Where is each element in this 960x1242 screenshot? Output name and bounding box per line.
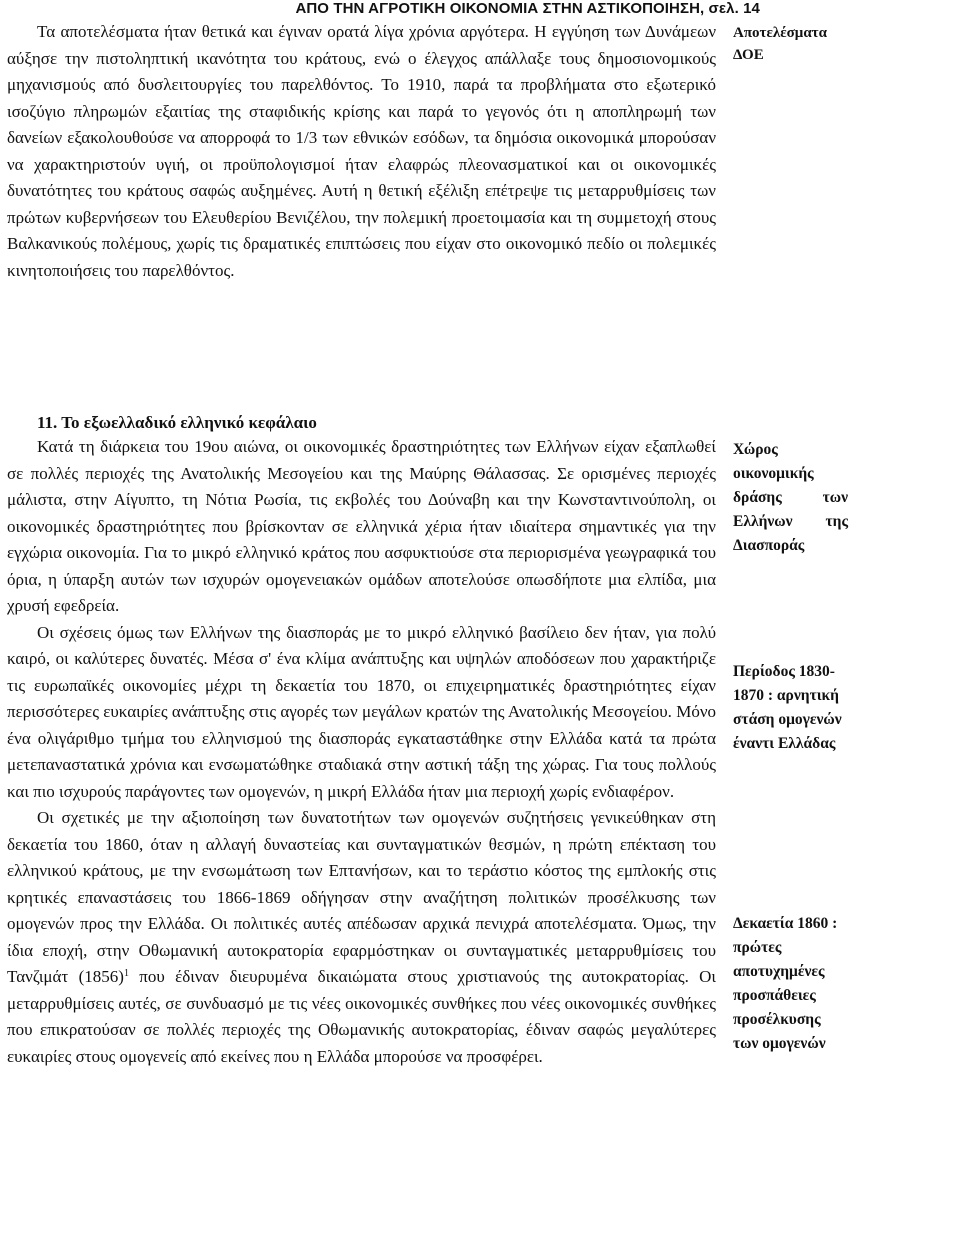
paragraph: Τα αποτελέσματα ήταν θετικά και έγιναν ορατά λίγα χρόνια αργότερα. Η εγγύηση των Δυνάμεων αύξησε την πιστοληπτική ικανότητα του κράτους, ενώ ο έλεγχος απάλλαξε τους δημοσιονομικούς μηχανισμούς από δυσλειτουργίες του παρελθόντος. Το 1910, παρά τα προβλήματα στο εξωτερικό ισοζύγιο πληρωμών εξαιτίας της σταφιδικής κρίσης και παρά το γεγονός ότι η αποπληρωμή των δανείων εξακολουθούσε να απορροφά το 1/3 των εθνικών εσόδων, τα δημόσια οικονομικά μπορούσαν να χαρακτηριστούν υγιή, οι προϋπολογισμοί ήταν ελαφρώς πλεονασματικοί και οι οικονομικές δυνατότητες του κράτους σαφώς αυξημένες. Αυτή η θετική εξέλιξη επέτρεψε τις μεταρρυθμίσεις των πρώτων κυβερνήσεων του Ελευθερίου Βενιζέλου, την πολεμική προετοιμασία και τη συμμετοχή στους Βαλκανικούς πολέμους, χωρίς τις δραματικές επιπτώσεις που είχαν στο οικονομικό πεδίο οι πολεμικές κινητοποιήσεις του παρελθόντος. [7,22,716,280]
paragraph-text: που έδιναν διευρυμένα δικαιώματα στους χριστιανούς της αυτοκρατορίας. Οι μεταρρυθμίσεις αυτές, σε συνδυασμό με τις νέες οικονομικές συνθήκες που νέες οικονομικές συνθήκες που επικρατούσαν σε πολλές περιοχές της Οθωμανικής αυτοκρατορίας, έδιναν σαφώς μεγαλύτερες ευκαιρίες στους ομογενείς από εκείνες που η Ελλάδα μπορούσε να προσφέρει. [7,967,717,1066]
text-block-section-11 [7,434,716,1070]
paragraph: Κατά τη διάρκεια του 19ου αιώνα, οι οικονομικές δραστηριότητες των Ελλήνων είχαν εξαπλωθεί σε πολλές περιοχές της Ανατολικής Μεσογείου και της Μαύρης Θάλασσας. Σε ορισμένες περιοχές μάλιστα, στην Αίγυπτο, τη Νότια Ρωσία, τις εκβολές του Δούναβη και την Κωνσταντινούπολη, οι οικονομικές δραστηριότητες που βρίσκονταν σε ελληνικά χέρια ήταν ιδιαίτερα σημαντικές για την εγχώρια οικονομία. Για το μικρό ελληνικό κράτος που ασφυκτιούσε στα περιορισμένα γεωγραφικά του όρια, η ύπαρξη αυτών των ισχυρών ομογενειακών ομάδων αποτελούσε οπωσδήποτε μια ελπίδα, μια χρυσή εφεδρεία. [7,437,716,615]
margin-note: Αποτελέσματα ΔΟΕ [733,25,827,63]
paragraph-text: Οι σχετικές με την αξιοποίηση των δυνατοτήτων των ομογενών συζητήσεις γενικεύθηκαν στη δεκαετία του 1860, όταν η αλλαγή δυναστείας και συνταγματικών θεσμών, η πρώτη επέκταση του ελληνικού κράτους, με την ενσωμάτωση των Επτανήσων, και το τεράστιο κόστος της εμπλοκής στις κρητικές επαναστάσεις του 1866-1869 οδήγησαν στην αναζήτηση πολιτικών προσέλκυσης των ομογενών προς την Ελλάδα. Οι πολιτικές αυτές απέδωσαν αρχικά πενιχρά αποτελέσματα. Όμως, την ίδια εποχή, στην Οθωμανική αυτοκρατορία εφαρμόστηκαν οι συνταγματικές μεταρρυθμίσεις του Τανζιμάτ (1856) [7,808,716,986]
margin-note: Δεκαετία 1860 : πρώτες αποτυχημένες προσπάθειες προσέλκυσης των ομογενών [733,915,838,1052]
margin-note: Χώρος οικονομικής δράσης των Ελλήνων της Διασποράς [733,441,848,554]
text-block-previous-section [7,19,716,284]
paragraph [7,805,716,1070]
section-heading: 11. Το εξωελλαδικό ελληνικό κεφάλαιο [37,413,317,432]
running-header: ΑΠΟ ΤΗΝ ΑΓΡΟΤΙΚΗ ΟΙΚΟΝΟΜΙΑ ΣΤΗΝ ΑΣΤΙΚΟΠΟΙΗΣΗ, σελ. 14 [295,0,760,17]
margin-note: Περίοδος 1830-1870 : αρνητική στάση ομογενών έναντι Ελλάδας [733,663,842,752]
paragraph: Οι σχέσεις όμως των Ελλήνων της διασποράς με το μικρό ελληνικό βασίλειο δεν ήταν, για πολύ καιρό, οι καλύτερες δυνατές. Μέσα σ' ένα κλίμα ανάπτυξης και υψηλών αποδόσεων που χαρακτήριζε τις ευρωπαϊκές οικονομίες μέχρι τη δεκαετία του 1870, οι επιχειρηματικές δραστηριότητες είχαν περισσότερες ευκαιρίες ανάπτυξης στις αγορές των μεγάλων κρατών της Ανατολικής Μεσογείου. Μόνο ένα ολιγάριθμο τμήμα του ελληνισμού της διασποράς εγκαταστάθηκε στην Ελλάδα κατά τα πρώτα μετεπαναστατικά χρόνια και ενσωματώθηκε σταδιακά στην αστική τάξη της χώρας. Για τους πολλούς και πιο ισχυρούς παράγοντες των ομογενών, η μικρή Ελλάδα ήταν μια περιοχή χωρίς ενδιαφέρον. [7,622,716,801]
footnote-marker[interactable]: 1 [123,968,129,979]
